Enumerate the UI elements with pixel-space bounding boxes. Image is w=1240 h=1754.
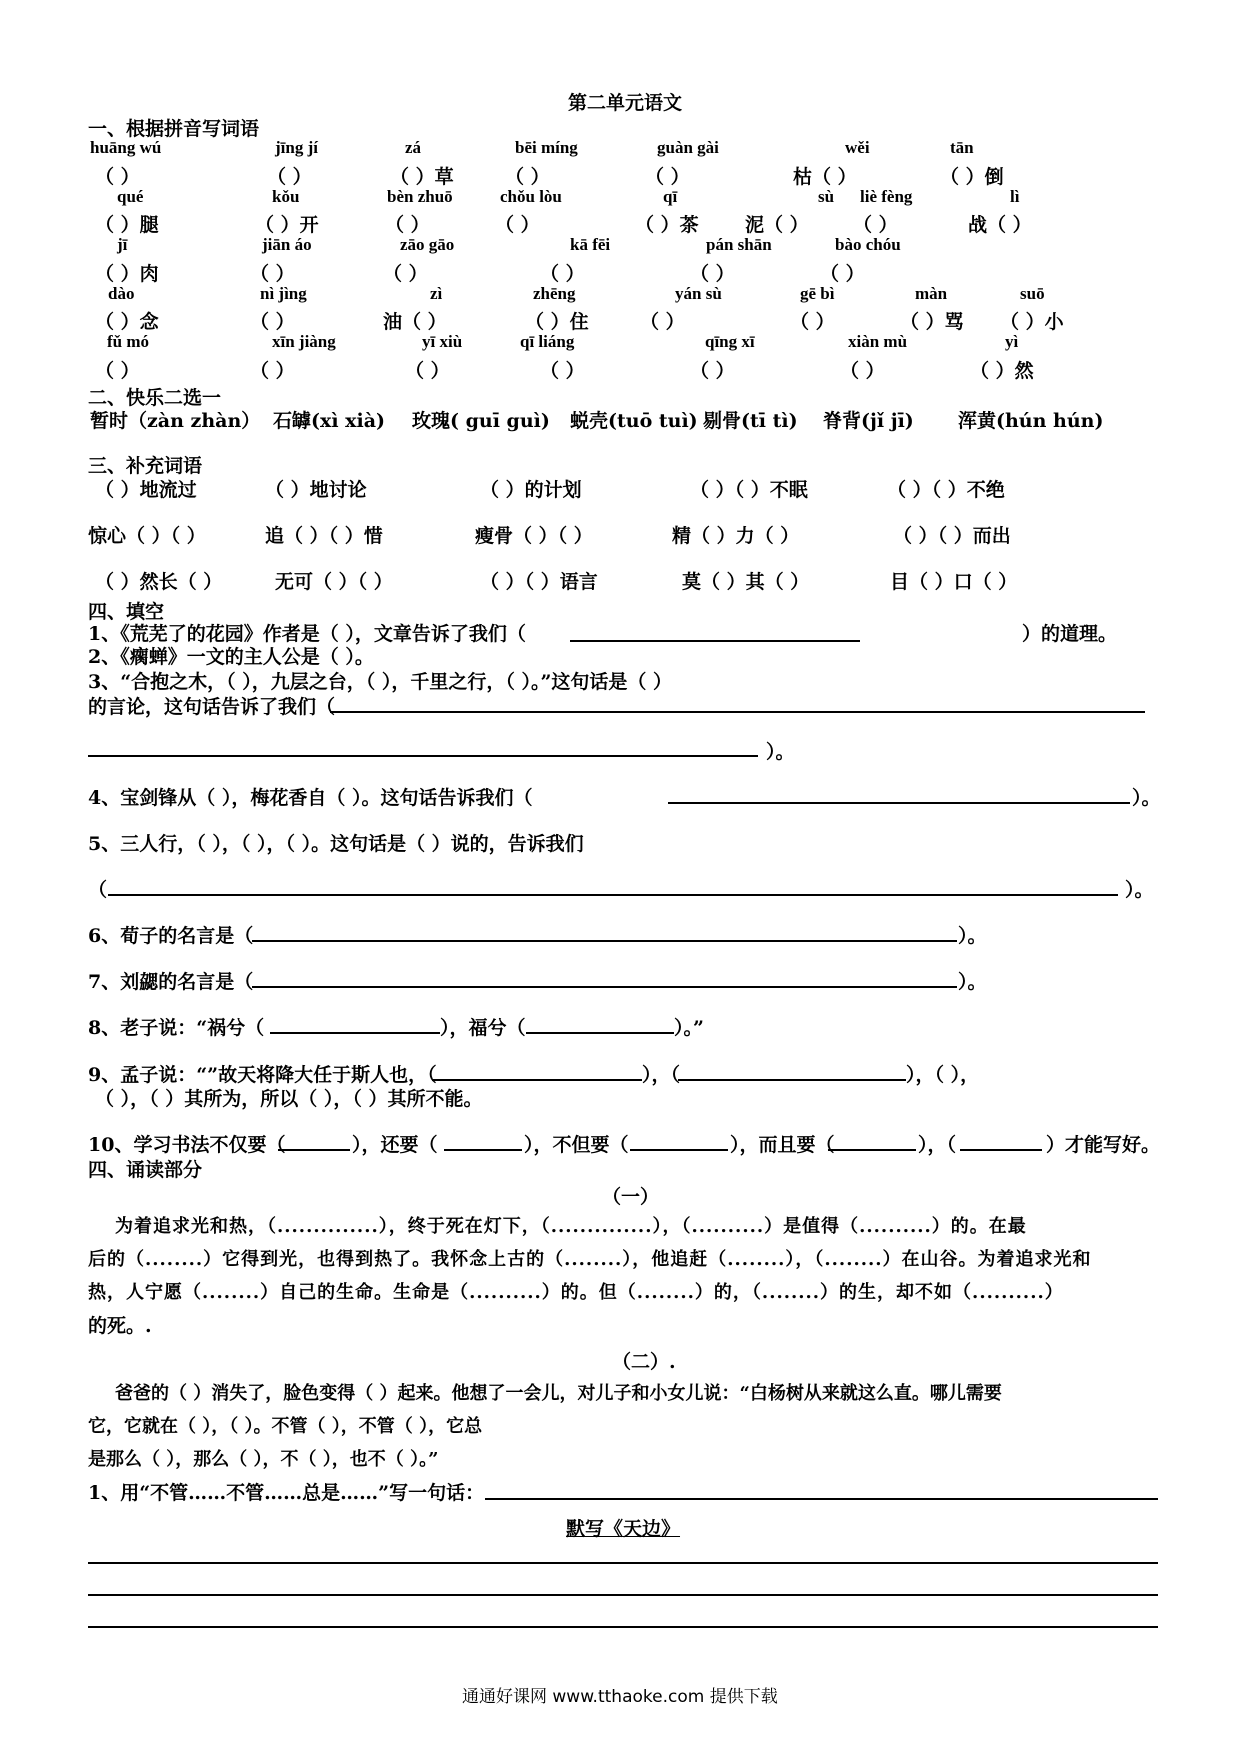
answer-blank: 战（ ） xyxy=(968,214,1032,236)
idiom-blank: 莫（ ）其（ ） xyxy=(682,571,810,593)
answer-blank: （ ） xyxy=(640,311,685,333)
question-10-c: ），不但要（ xyxy=(524,1134,629,1156)
answer-line xyxy=(88,755,758,757)
answer-line xyxy=(444,1149,522,1151)
answer-line xyxy=(252,986,957,988)
pinyin-label: zhēng xyxy=(533,284,576,303)
idiom-blank: （ ）（ ）语言 xyxy=(480,571,598,593)
answer-blank: （ ） xyxy=(95,360,140,382)
section-1-heading: 一、根据拼音写词语 xyxy=(88,118,260,140)
pinyin-label: bēi míng xyxy=(515,138,578,157)
passage-1-title: （一） xyxy=(602,1186,660,1208)
pinyin-label: liè fèng xyxy=(860,187,913,206)
question-10-b: ），还要（ xyxy=(352,1134,438,1156)
answer-blank: （ ） xyxy=(540,263,585,285)
section-5-heading: 四、诵读部分 xyxy=(88,1159,203,1181)
task-1: 1、用“不管……不管……总是……”写一句话： xyxy=(88,1482,485,1504)
section-4-heading: 四、填空 xyxy=(88,601,165,623)
question-7: 7、刘勰的名言是（ xyxy=(88,971,254,993)
answer-line xyxy=(526,1032,674,1034)
question-9-mid: ），（ xyxy=(642,1064,681,1086)
answer-blank: （ ） xyxy=(820,263,865,285)
question-5-open: （ xyxy=(88,879,108,901)
passage-1-line: 的死。. xyxy=(88,1315,152,1337)
pinyin-label: zá xyxy=(405,138,422,157)
idiom-blank: 无可（ ）（ ） xyxy=(275,571,393,593)
pinyin-label: zāo gāo xyxy=(400,235,455,254)
answer-line xyxy=(485,1498,1158,1500)
answer-line xyxy=(960,1149,1042,1151)
idiom-blank: 精（ ）力（ ） xyxy=(672,525,800,547)
answer-blank: （ ） xyxy=(385,214,430,236)
pinyin-label: jiān áo xyxy=(262,235,312,254)
answer-blank: （ ） xyxy=(405,360,450,382)
question-6: 6、荀子的名言是（ xyxy=(88,925,254,947)
answer-blank: （ ） xyxy=(790,311,835,333)
answer-line xyxy=(630,1149,728,1151)
answer-blank: （ ） xyxy=(505,166,550,188)
answer-line xyxy=(432,1079,642,1081)
choice-item: 暂时（zàn zhàn） xyxy=(90,410,261,432)
question-5: 5、三人行，（ ），（ ），（ ）。这句话是（ ）说的，告诉我们 xyxy=(88,833,584,855)
answer-blank: 枯（ ） xyxy=(793,166,857,188)
pinyin-label: kā fēi xyxy=(570,235,611,254)
answer-line xyxy=(828,1149,916,1151)
question-9-tail: ），（ ）， xyxy=(906,1064,980,1086)
question-4-end: ）。 xyxy=(1132,787,1161,809)
choice-item: 蜕壳(tuō tuì) xyxy=(570,410,698,432)
question-2: 2、《瘸蝉》一文的主人公是（ ）。 xyxy=(88,646,374,668)
question-4: 4、宝剑锋从（ ），梅花香自（ ）。这句话告诉我们（ xyxy=(88,787,533,809)
answer-blank: （ ） xyxy=(645,166,690,188)
pinyin-label: qī liáng xyxy=(520,332,575,351)
pinyin-label: qué xyxy=(117,187,144,206)
pinyin-label: sù xyxy=(818,187,835,206)
pinyin-label: bèn zhuō xyxy=(387,187,453,206)
question-10: 10、学习书法不仅要（ xyxy=(88,1134,286,1156)
section-2-heading: 二、快乐二选一 xyxy=(88,387,222,409)
pinyin-label: jīng jí xyxy=(275,138,318,157)
answer-blank: （ ） xyxy=(540,360,585,382)
pinyin-label: fǔ mó xyxy=(107,332,150,351)
question-5-end: ）。 xyxy=(1125,879,1154,901)
question-7-end: ）。 xyxy=(958,971,987,993)
question-3-end: ）。 xyxy=(766,741,795,763)
idiom-blank: 惊心（ ）（ ） xyxy=(88,525,206,547)
answer-blank: （ ） xyxy=(690,360,735,382)
idiom-blank: （ ）（ ）不绝 xyxy=(887,479,1005,501)
answer-blank: （ ） xyxy=(250,360,295,382)
passage-2-line: 它，它就在（ ），（ ）。不管（ ），不管（ ），它总 xyxy=(88,1416,483,1437)
question-6-end: ）。 xyxy=(958,925,987,947)
writing-line xyxy=(88,1562,1158,1564)
question-10-e: ），（ xyxy=(918,1134,957,1156)
answer-blank: （ ）小 xyxy=(1000,311,1064,333)
pinyin-label: yì xyxy=(1005,332,1019,351)
answer-blank: （ ）念 xyxy=(95,311,159,333)
idiom-blank: 瘦骨（ ）（ ） xyxy=(475,525,593,547)
answer-line xyxy=(270,1032,440,1034)
idiom-blank: （ ）然长（ ） xyxy=(95,571,223,593)
answer-blank: 泥（ ） xyxy=(745,214,809,236)
answer-line xyxy=(570,640,860,642)
answer-blank: （ ） xyxy=(250,263,295,285)
passage-1-line: 热，人宁愿（........）自己的生命。生命是（..........）的。但（........）的，（........）的生，却不如（..........） xyxy=(88,1282,1064,1303)
writing-line xyxy=(88,1626,1158,1628)
answer-blank: （ ） xyxy=(95,166,140,188)
question-8-end: ）。” xyxy=(674,1017,704,1039)
answer-blank: （ ） xyxy=(840,360,885,382)
pinyin-label: yī xiù xyxy=(422,332,463,351)
choice-item: 浑黄(hún hún) xyxy=(958,410,1104,432)
answer-blank: （ ）住 xyxy=(525,311,589,333)
pinyin-label: wěi xyxy=(845,138,870,157)
choice-item: 玫瑰( guī guì) xyxy=(412,410,550,432)
idiom-blank: （ ）（ ）而出 xyxy=(893,525,1011,547)
question-8-mid: ），福兮（ xyxy=(440,1017,526,1039)
answer-blank: （ ）草 xyxy=(390,166,454,188)
question-3: 3、“合抱之木，（ ），九层之台，（ ），千里之行，（ ）。”这句话是（ ） xyxy=(88,671,673,693)
answer-blank: （ ）倒 xyxy=(940,166,1004,188)
choice-item: 脊背(jǐ jī) xyxy=(823,410,914,432)
pinyin-label: guàn gài xyxy=(657,138,719,157)
question-8: 8、老子说：“祸兮（ xyxy=(88,1017,265,1039)
answer-blank: 油（ ） xyxy=(383,311,447,333)
answer-line xyxy=(330,711,1145,713)
answer-blank: （ ）然 xyxy=(970,360,1034,382)
question-1-end: ）的道理。 xyxy=(1022,623,1118,645)
writing-line xyxy=(88,1594,1158,1596)
passage-2-line: 是那么（ ），那么（ ），不（ ），也不（ ）。” xyxy=(88,1449,439,1470)
answer-blank: （ ） xyxy=(383,263,428,285)
idiom-blank: 追（ ）（ ）惜 xyxy=(265,525,383,547)
pinyin-label: yán sù xyxy=(675,284,722,303)
page-title: 第二单元语文 xyxy=(568,92,683,114)
idiom-blank: （ ）（ ）不眠 xyxy=(690,479,808,501)
answer-line xyxy=(108,894,1118,896)
pinyin-label: qīng xī xyxy=(705,332,755,351)
idiom-blank: （ ）地流过 xyxy=(95,479,197,501)
answer-blank: （ ） xyxy=(250,311,295,333)
answer-blank: （ ） xyxy=(853,214,898,236)
answer-blank: （ ）茶 xyxy=(635,214,699,236)
pinyin-label: dào xyxy=(108,284,135,303)
answer-blank: （ ） xyxy=(690,263,735,285)
pinyin-label: pán shān xyxy=(706,235,772,254)
answer-blank: （ ） xyxy=(267,166,312,188)
section-3-heading: 三、补充词语 xyxy=(88,455,203,477)
passage-2-line: 爸爸的（ ）消失了，脸色变得（ ）起来。他想了一会儿，对儿子和小女儿说：“白杨树从来就这么直。哪儿需要 xyxy=(115,1383,1002,1404)
passage-2-title: （二）. xyxy=(612,1351,676,1373)
answer-line xyxy=(252,940,957,942)
question-9-cont: （ ），（ ）其所为，所以（ ），（ ）其所不能。 xyxy=(95,1088,483,1110)
pinyin-label: kǒu xyxy=(272,187,300,206)
answer-line xyxy=(668,802,1130,804)
pinyin-label: nì jìng xyxy=(260,284,307,303)
pinyin-label: màn xyxy=(915,284,948,303)
answer-line xyxy=(678,1079,906,1081)
answer-blank: （ ）骂 xyxy=(900,311,964,333)
question-1: 1、《荒芜了的花园》作者是（ ），文章告诉了我们（ xyxy=(88,623,526,645)
passage-1-line: 后的（........）它得到光，也得到热了。我怀念上古的（........），他追赶（........），（........）在山谷。为着追求光和 xyxy=(88,1249,1092,1270)
answer-blank: （ ） xyxy=(495,214,540,236)
answer-blank: （ ）腿 xyxy=(95,214,159,236)
question-10-d: ），而且要（ xyxy=(730,1134,835,1156)
choice-item: 剔骨(tī tì) xyxy=(703,410,798,432)
pinyin-label: bào chóu xyxy=(835,235,901,254)
pinyin-label: qī xyxy=(663,187,678,206)
pinyin-label: zì xyxy=(430,284,443,303)
question-10-f: ）才能写好。 xyxy=(1046,1134,1161,1156)
idiom-blank: （ ）的计划 xyxy=(480,479,582,501)
choice-item: 石罅(xì xià) xyxy=(273,410,385,432)
footer: 通通好课网 www.tthaoke.com 提供下载 xyxy=(462,1687,778,1707)
pinyin-label: jī xyxy=(117,235,128,254)
passage-1-line: 为着追求光和热，（..............），终于死在灯下，（..............），（..........）是值得（..........）的。在最 xyxy=(115,1216,1027,1237)
pinyin-label: huāng wú xyxy=(90,138,162,157)
question-9: 9、孟子说：“”故天将降大任于斯人也，（ xyxy=(88,1064,437,1086)
pinyin-label: lì xyxy=(1010,187,1020,206)
pinyin-label: chǒu lòu xyxy=(500,187,562,206)
pinyin-label: tān xyxy=(950,138,974,157)
pinyin-label: gē bì xyxy=(800,284,835,303)
dictation-title: 默写《天边》 xyxy=(566,1518,681,1540)
idiom-blank: （ ）地讨论 xyxy=(265,479,367,501)
answer-blank: （ ）肉 xyxy=(95,263,159,285)
pinyin-label: xiàn mù xyxy=(848,332,908,351)
question-3-cont: 的言论，这句话告诉了我们（ xyxy=(88,696,336,718)
answer-line xyxy=(278,1149,350,1151)
answer-blank: （ ）开 xyxy=(255,214,319,236)
idiom-blank: 目（ ）口（ ） xyxy=(890,571,1018,593)
pinyin-label: xīn jiàng xyxy=(272,332,336,351)
pinyin-label: suō xyxy=(1020,284,1045,303)
